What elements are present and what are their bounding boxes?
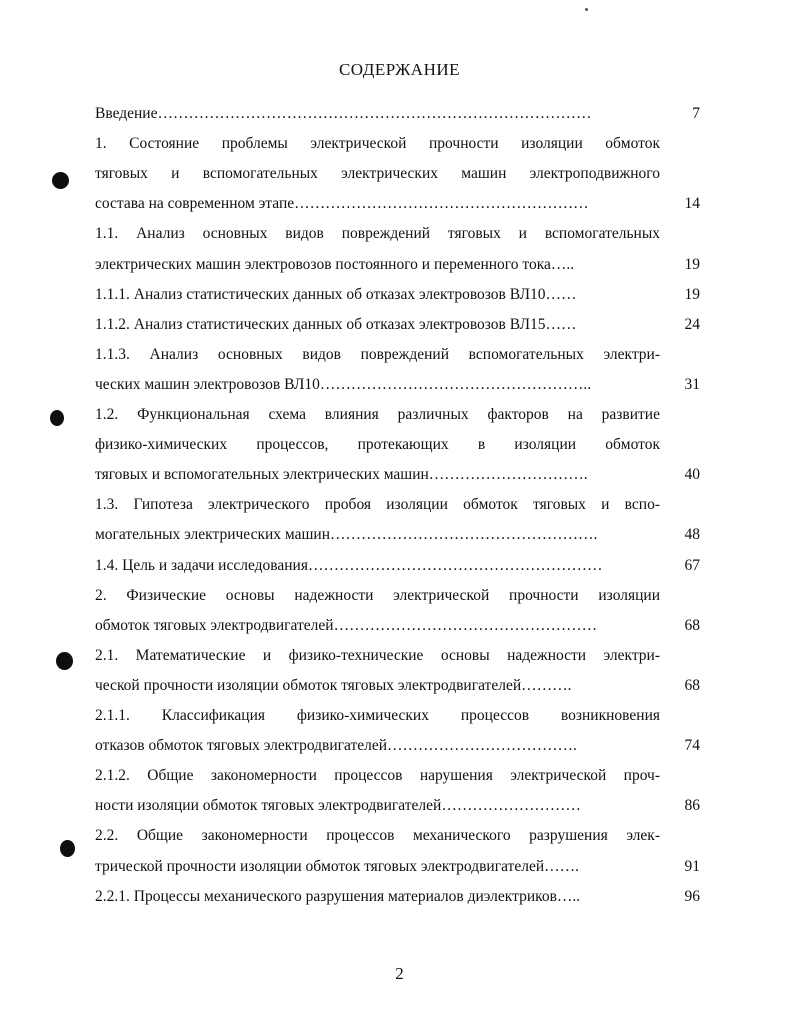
toc-entry-text: тяговых и вспомогательных электрических машин электроподвижного — [95, 165, 660, 182]
toc-entry-page: 96 — [684, 888, 700, 905]
page-number: 2 — [395, 964, 404, 983]
toc-entry-page: 19 — [684, 256, 700, 273]
toc-entry-page: 67 — [684, 557, 700, 574]
toc-entry-text: физико-химических процессов, протекающих в изоляции обмоток — [95, 436, 660, 453]
toc-entry-text: 1.3. Гипотеза электрического пробоя изоляции обмоток тяговых и вспо- — [95, 496, 660, 513]
toc-entry-page: 31 — [684, 376, 700, 393]
toc-entry-text: электрических машин электровозов постоянного и переменного тока….. — [95, 256, 575, 273]
toc-entry-page: 68 — [684, 617, 700, 634]
toc-entry-text: 2.2. Общие закономерности процессов механического разрушения элек- — [95, 827, 660, 844]
toc-entry-text: отказов обмоток тяговых электродвигателей………………………………. — [95, 737, 577, 754]
toc-entry-page: 86 — [684, 797, 700, 814]
toc-entry-text: 1.1.2. Анализ статистических данных об отказах электровозов ВЛ15…… — [95, 316, 577, 333]
toc-entry-page: 14 — [684, 195, 700, 212]
toc-entry-text: ности изоляции обмоток тяговых электродвигателей……………………… — [95, 797, 581, 814]
toc-entry-text: 1.1.1. Анализ статистических данных об отказах электровозов ВЛ10…… — [95, 286, 577, 303]
toc-entry-page: 24 — [684, 316, 700, 333]
toc-entry-text: состава на современном этапе………………………………………………… — [95, 195, 589, 212]
toc-entry-text: трической прочности изоляции обмоток тяговых электродвигателей……. — [95, 858, 579, 875]
toc-entry-page: 74 — [684, 737, 700, 754]
toc-entry-page: 48 — [684, 526, 700, 543]
toc-entry-text: 2.1. Математические и физико-технические основы надежности электри- — [95, 647, 660, 664]
toc-entry-text: 2.1.2. Общие закономерности процессов нарушения электрической проч- — [95, 767, 660, 784]
toc-entry-text: 1.4. Цель и задачи исследования………………………………………………… — [95, 557, 603, 574]
toc-entry-text: 2.2.1. Процессы механического разрушения материалов диэлектриков….. — [95, 888, 581, 905]
toc-entry-text: 2. Физические основы надежности электрической прочности изоляции — [95, 587, 660, 604]
toc-entry-text: Введение………………………………………………………………………… — [95, 105, 592, 122]
toc-entry-text: тяговых и вспомогательных электрических машин…………………………. — [95, 466, 588, 483]
toc-entry-text: ческой прочности изоляции обмоток тяговых электродвигателей………. — [95, 677, 572, 694]
scan-blot — [60, 840, 75, 857]
toc-entry-text: 1. Состояние проблемы электрической прочности изоляции обмоток — [95, 135, 660, 152]
scan-blot — [56, 652, 73, 670]
toc-entry-text: ческих машин электровозов ВЛ10…………………………………………….. — [95, 376, 592, 393]
scan-speck — [585, 8, 588, 11]
toc-entry-text: 1.1. Анализ основных видов повреждений тяговых и вспомогательных — [95, 225, 660, 242]
toc-entry-page: 7 — [692, 105, 700, 122]
page-title: СОДЕРЖАНИЕ — [338, 60, 461, 79]
toc-entry-text: 1.1.3. Анализ основных видов повреждений вспомогательных электри- — [95, 346, 660, 363]
toc-entry-text: 2.1.1. Классификация физико-химических процессов возникновения — [95, 707, 660, 724]
toc-entry-page: 40 — [684, 466, 700, 483]
toc-entry-page: 19 — [684, 286, 700, 303]
scan-blot — [50, 410, 64, 426]
toc-entry-text: обмоток тяговых электродвигателей…………………………………………… — [95, 617, 598, 634]
toc-entry-text: могательных электрических машин……………………………………………. — [95, 526, 598, 543]
scan-blot — [52, 172, 69, 189]
toc-entry-text: 1.2. Функциональная схема влияния различных факторов на развитие — [95, 406, 660, 423]
toc-entry-page: 68 — [684, 677, 700, 694]
toc-entry-page: 91 — [684, 858, 700, 875]
